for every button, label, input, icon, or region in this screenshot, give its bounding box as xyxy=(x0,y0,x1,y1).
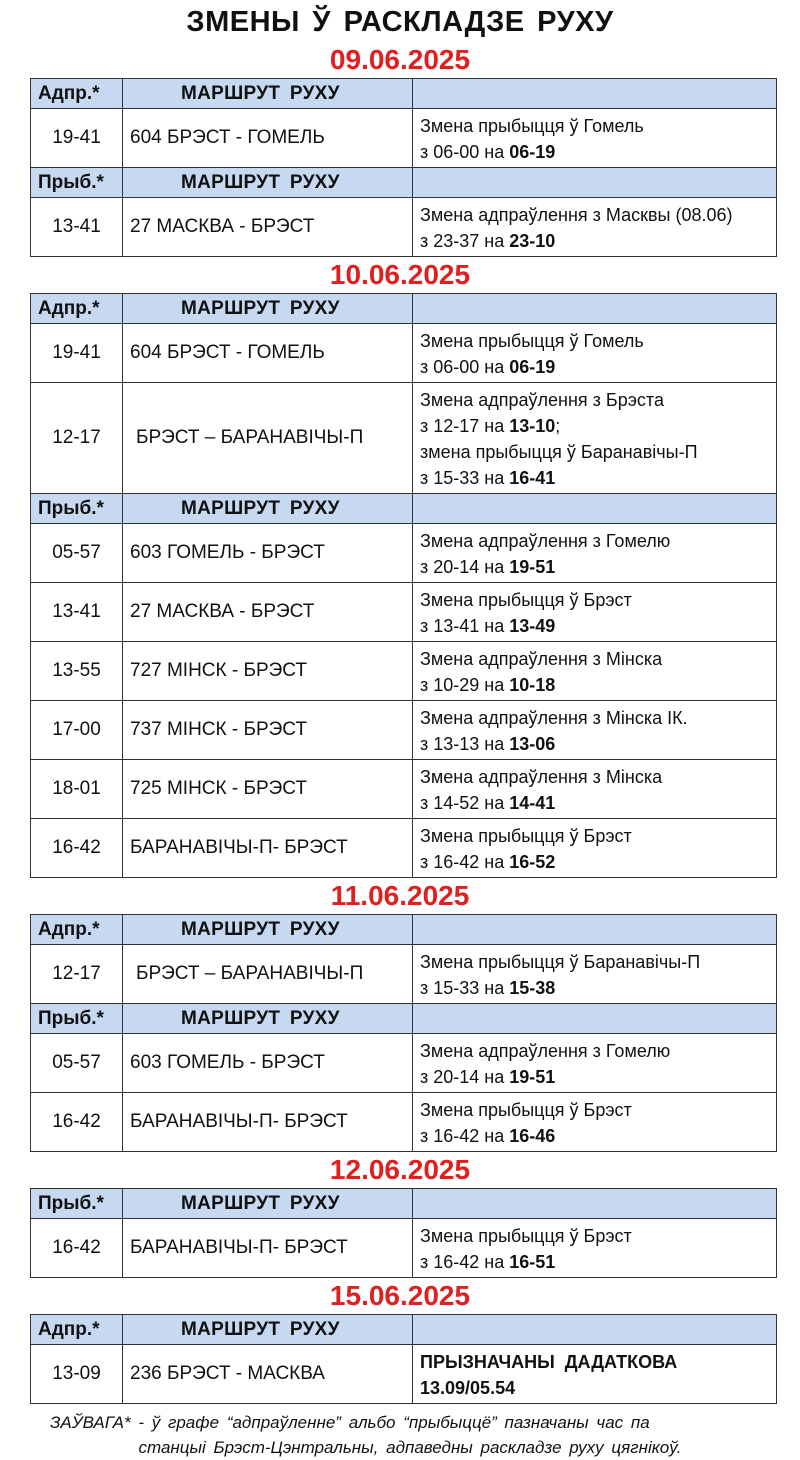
page-title: ЗМЕНЫ Ў РАСКЛАДЗЕ РУХУ xyxy=(186,6,614,38)
table-header-row xyxy=(31,1189,777,1219)
route-cell: 603 ГОМЕЛЬ - БРЭСТ xyxy=(123,1034,413,1093)
column-header-empty xyxy=(413,915,777,945)
column-header-kind: Прыб.* xyxy=(31,1004,123,1034)
table-row xyxy=(31,198,777,257)
column-header-empty xyxy=(413,1004,777,1034)
change-note-cell: Змена прыбыцця ў Брэст з 13-41 на 13-49 xyxy=(413,583,777,642)
table-row xyxy=(31,383,777,494)
route-cell: 737 МІНСК - БРЭСТ xyxy=(123,701,413,760)
column-header-kind: Прыб.* xyxy=(31,1189,123,1219)
column-header-empty xyxy=(413,1315,777,1345)
column-header-kind: Адпр.* xyxy=(31,1315,123,1345)
section-date: 15.06.2025 xyxy=(329,1280,471,1311)
column-header-kind: Адпр.* xyxy=(31,294,123,324)
table-row xyxy=(31,1034,777,1093)
column-header-route: МАРШРУТ РУХУ xyxy=(123,1315,413,1345)
route-cell: 27 МАСКВА - БРЭСТ xyxy=(123,583,413,642)
time-cell: 17-00 xyxy=(31,701,123,760)
change-note-cell: ПРЫЗНАЧАНЫ ДАДАТКОВА 13.09/05.54 xyxy=(413,1345,777,1404)
change-note-cell: Змена адпраўлення з Мінска з 14-52 на 14-41 xyxy=(413,760,777,819)
table-row xyxy=(31,324,777,383)
column-header-empty xyxy=(413,168,777,198)
table-row xyxy=(31,945,777,1004)
change-note-cell: Змена прыбыцця ў Брэст з 16-42 на 16-51 xyxy=(413,1219,777,1278)
footnote-line-2: станцыі Брэст-Цэнтральны, адпаведны раскладзе руху цягнікоў. xyxy=(138,1438,682,1457)
change-note-cell: Змена адпраўлення з Масквы (08.06) з 23-37 на 23-10 xyxy=(413,198,777,257)
table-row xyxy=(31,819,777,878)
change-note-cell: Змена адпраўлення з Гомелю з 20-14 на 19-51 xyxy=(413,524,777,583)
change-note-cell: Змена адпраўлення з Брэста з 12-17 на 13-10; змена прыбыцця ў Баранавічы-П з 15-33 на 16-41 xyxy=(413,383,777,494)
schedule-table xyxy=(30,293,777,878)
column-header-route: МАРШРУТ РУХУ xyxy=(123,168,413,198)
column-header-route: МАРШРУТ РУХУ xyxy=(123,294,413,324)
footnote-line-1: ЗАЎВАГА* - ў графе “адпраўленне” альбо “прыбыццё” пазначаны час па xyxy=(50,1413,650,1432)
section-date: 12.06.2025 xyxy=(329,1154,471,1185)
table-header-row xyxy=(31,915,777,945)
change-note-cell: Змена адпраўлення з Мінска ІК. з 13-13 на 13-06 xyxy=(413,701,777,760)
table-row xyxy=(31,1219,777,1278)
section-date: 09.06.2025 xyxy=(329,44,471,75)
table-row xyxy=(31,642,777,701)
column-header-route: МАРШРУТ РУХУ xyxy=(123,79,413,109)
table-header-row xyxy=(31,494,777,524)
column-header-route: МАРШРУТ РУХУ xyxy=(123,1004,413,1034)
table-header-row xyxy=(31,79,777,109)
change-note-cell: Змена прыбыцця ў Баранавічы-П з 15-33 на 15-38 xyxy=(413,945,777,1004)
table-header-row xyxy=(31,1004,777,1034)
table-row xyxy=(31,109,777,168)
column-header-empty xyxy=(413,79,777,109)
section-date: 11.06.2025 xyxy=(330,880,470,911)
time-cell: 16-42 xyxy=(31,1093,123,1152)
table-row xyxy=(31,1345,777,1404)
column-header-route: МАРШРУТ РУХУ xyxy=(123,915,413,945)
column-header-route: МАРШРУТ РУХУ xyxy=(123,494,413,524)
table-row xyxy=(31,524,777,583)
time-cell: 13-41 xyxy=(31,583,123,642)
column-header-kind: Адпр.* xyxy=(31,915,123,945)
change-note-cell: Змена адпраўлення з Гомелю з 20-14 на 19-51 xyxy=(413,1034,777,1093)
route-cell: 27 МАСКВА - БРЭСТ xyxy=(123,198,413,257)
route-cell: БАРАНАВІЧЫ-П- БРЭСТ xyxy=(123,819,413,878)
route-cell: 604 БРЭСТ - ГОМЕЛЬ xyxy=(123,109,413,168)
time-cell: 16-42 xyxy=(31,819,123,878)
column-header-empty xyxy=(413,494,777,524)
time-cell: 13-09 xyxy=(31,1345,123,1404)
table-header-row xyxy=(31,294,777,324)
column-header-kind: Прыб.* xyxy=(31,494,123,524)
table-row xyxy=(31,701,777,760)
time-cell: 05-57 xyxy=(31,1034,123,1093)
time-cell: 19-41 xyxy=(31,109,123,168)
time-cell: 05-57 xyxy=(31,524,123,583)
time-cell: 13-55 xyxy=(31,642,123,701)
table-row xyxy=(31,1093,777,1152)
change-note-cell: Змена прыбыцця ў Брэст з 16-42 на 16-52 xyxy=(413,819,777,878)
column-header-kind: Прыб.* xyxy=(31,168,123,198)
time-cell: 16-42 xyxy=(31,1219,123,1278)
route-cell: БАРАНАВІЧЫ-П- БРЭСТ xyxy=(123,1093,413,1152)
route-cell: 725 МІНСК - БРЭСТ xyxy=(123,760,413,819)
column-header-route: МАРШРУТ РУХУ xyxy=(123,1189,413,1219)
table-header-row xyxy=(31,168,777,198)
schedule-table xyxy=(30,1314,777,1404)
route-cell: 604 БРЭСТ - ГОМЕЛЬ xyxy=(123,324,413,383)
route-cell: БРЭСТ – БАРАНАВІЧЫ-П xyxy=(123,945,413,1004)
table-row xyxy=(31,583,777,642)
change-note-cell: Змена адпраўлення з Мінска з 10-29 на 10-18 xyxy=(413,642,777,701)
route-cell: БАРАНАВІЧЫ-П- БРЭСТ xyxy=(123,1219,413,1278)
column-header-kind: Адпр.* xyxy=(31,79,123,109)
route-cell: 603 ГОМЕЛЬ - БРЭСТ xyxy=(123,524,413,583)
table-header-row xyxy=(31,1315,777,1345)
time-cell: 12-17 xyxy=(31,945,123,1004)
section-date: 10.06.2025 xyxy=(329,259,471,290)
time-cell: 12-17 xyxy=(31,383,123,494)
column-header-empty xyxy=(413,294,777,324)
route-cell: 727 МІНСК - БРЭСТ xyxy=(123,642,413,701)
route-cell: БРЭСТ – БАРАНАВІЧЫ-П xyxy=(123,383,413,494)
change-note-cell: Змена прыбыцця ў Брэст з 16-42 на 16-46 xyxy=(413,1093,777,1152)
schedule-changes-page xyxy=(0,2,800,1457)
schedule-table xyxy=(30,914,777,1152)
table-row xyxy=(31,760,777,819)
schedule-table xyxy=(30,78,777,257)
schedule-table xyxy=(30,1188,777,1278)
change-note-cell: Змена прыбыцця ў Гомель з 06-00 на 06-19 xyxy=(413,109,777,168)
time-cell: 19-41 xyxy=(31,324,123,383)
change-note-cell: Змена прыбыцця ў Гомель з 06-00 на 06-19 xyxy=(413,324,777,383)
route-cell: 236 БРЭСТ - МАСКВА xyxy=(123,1345,413,1404)
time-cell: 13-41 xyxy=(31,198,123,257)
footnote xyxy=(50,1410,770,1460)
time-cell: 18-01 xyxy=(31,760,123,819)
column-header-empty xyxy=(413,1189,777,1219)
